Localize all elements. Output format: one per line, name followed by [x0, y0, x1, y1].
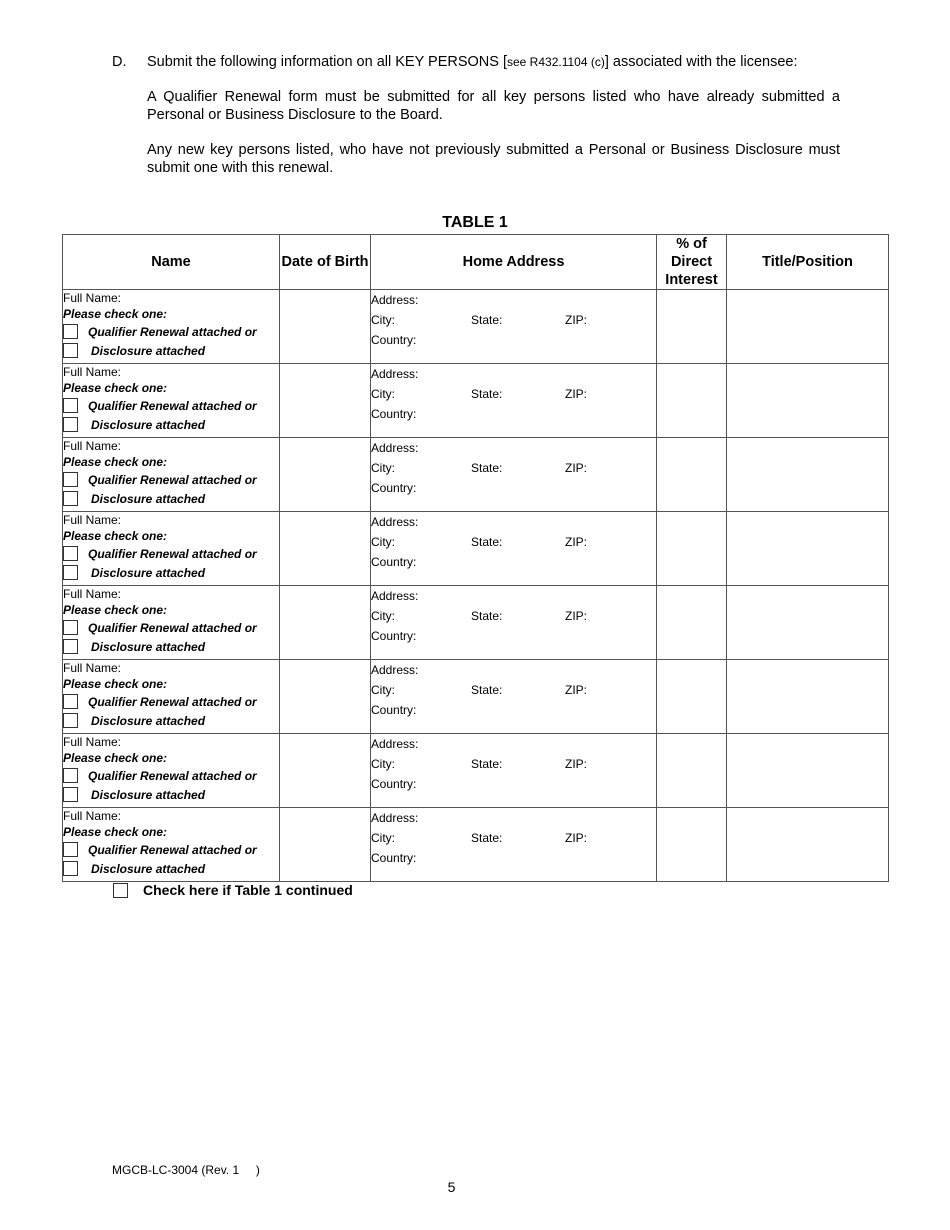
qualifier-renewal-label: Qualifier Renewal attached or	[88, 620, 257, 635]
zip-label: ZIP:	[565, 387, 588, 401]
zip-label: ZIP:	[565, 831, 588, 845]
qualifier-renewal-checkbox[interactable]	[63, 768, 78, 783]
date-of-birth-cell[interactable]	[280, 512, 371, 586]
direct-interest-cell[interactable]	[657, 438, 727, 512]
city-state-zip-line	[371, 754, 656, 774]
date-of-birth-cell[interactable]	[280, 290, 371, 364]
address-label: Address:	[371, 737, 419, 751]
qualifier-renewal-label: Qualifier Renewal attached or	[88, 842, 257, 857]
title-position-cell[interactable]	[727, 586, 889, 660]
disclosure-label: Disclosure attached	[91, 417, 206, 432]
disclosure-label: Disclosure attached	[91, 565, 206, 580]
qualifier-renewal-checkbox[interactable]	[63, 694, 78, 709]
table-header-row	[63, 235, 889, 290]
qualifier-option	[63, 544, 279, 563]
country-label: Country:	[371, 629, 417, 643]
address-label: Address:	[371, 515, 419, 529]
table-title: TABLE 1	[442, 214, 508, 231]
qualifier-renewal-checkbox[interactable]	[63, 398, 78, 413]
home-address-cell[interactable]	[371, 660, 657, 734]
disclosure-label: Disclosure attached	[91, 713, 206, 728]
home-address-cell[interactable]	[371, 734, 657, 808]
check-one-label: Please check one:	[63, 529, 168, 543]
name-cell[interactable]	[63, 660, 280, 734]
table-row	[63, 586, 889, 660]
home-address-cell[interactable]	[371, 438, 657, 512]
qualifier-renewal-checkbox[interactable]	[63, 324, 78, 339]
direct-interest-cell[interactable]	[657, 364, 727, 438]
table-body	[63, 290, 889, 882]
name-cell[interactable]	[63, 364, 280, 438]
disclosure-option	[63, 415, 279, 434]
disclosure-option	[63, 859, 279, 878]
disclosure-label: Disclosure attached	[91, 639, 206, 654]
disclosure-label: Disclosure attached	[91, 343, 206, 358]
header-name: Name	[63, 235, 280, 290]
state-label: State:	[471, 831, 503, 845]
city-state-zip-line	[371, 828, 656, 848]
qualifier-renewal-label: Qualifier Renewal attached or	[88, 324, 257, 339]
city-label: City:	[371, 387, 395, 401]
state-label: State:	[471, 757, 503, 771]
title-position-cell[interactable]	[727, 512, 889, 586]
address-label: Address:	[371, 811, 419, 825]
header-title-position: Title/Position	[727, 235, 889, 290]
item-d-text	[147, 53, 840, 71]
header-direct-interest: % of Direct Interest	[657, 235, 727, 290]
header-date-of-birth: Date of Birth	[280, 235, 371, 290]
check-one-label: Please check one:	[63, 307, 168, 321]
qualifier-renewal-label: Qualifier Renewal attached or	[88, 694, 257, 709]
header-home-address: Home Address	[371, 235, 657, 290]
full-name-label: Full Name:	[63, 587, 122, 601]
date-of-birth-cell[interactable]	[280, 364, 371, 438]
direct-interest-cell[interactable]	[657, 512, 727, 586]
city-state-zip-line	[371, 680, 656, 700]
disclosure-checkbox[interactable]	[63, 713, 78, 728]
name-cell[interactable]	[63, 586, 280, 660]
qualifier-option	[63, 692, 279, 711]
direct-interest-cell[interactable]	[657, 660, 727, 734]
key-persons-table	[62, 234, 889, 882]
zip-label: ZIP:	[565, 313, 588, 327]
home-address-cell[interactable]	[371, 808, 657, 882]
disclosure-option	[63, 489, 279, 508]
direct-interest-cell[interactable]	[657, 808, 727, 882]
address-label: Address:	[371, 367, 419, 381]
full-name-label: Full Name:	[63, 661, 122, 675]
check-one-label: Please check one:	[63, 381, 168, 395]
country-label: Country:	[371, 851, 417, 865]
country-label: Country:	[371, 555, 417, 569]
qualifier-renewal-label: Qualifier Renewal attached or	[88, 768, 257, 783]
city-label: City:	[371, 609, 395, 623]
title-position-cell[interactable]	[727, 734, 889, 808]
date-of-birth-cell[interactable]	[280, 586, 371, 660]
name-cell[interactable]	[63, 512, 280, 586]
qualifier-option	[63, 396, 279, 415]
qualifier-renewal-checkbox[interactable]	[63, 546, 78, 561]
full-name-label: Full Name:	[63, 735, 122, 749]
qualifier-renewal-instruction: A Qualifier Renewal form must be submitted for all key persons listed who have already submitted a Personal or Business Disclosure to the Board.	[147, 89, 840, 123]
disclosure-label: Disclosure attached	[91, 787, 206, 802]
state-label: State:	[471, 387, 503, 401]
qualifier-option	[63, 840, 279, 859]
country-label: Country:	[371, 481, 417, 495]
state-label: State:	[471, 313, 503, 327]
city-state-zip-line	[371, 458, 656, 478]
disclosure-option	[63, 785, 279, 804]
qualifier-option	[63, 470, 279, 489]
city-state-zip-line	[371, 384, 656, 404]
disclosure-checkbox[interactable]	[63, 565, 78, 580]
table-row	[63, 660, 889, 734]
city-label: City:	[371, 313, 395, 327]
disclosure-checkbox[interactable]	[63, 639, 78, 654]
state-label: State:	[471, 535, 503, 549]
disclosure-option	[63, 711, 279, 730]
country-label: Country:	[371, 703, 417, 717]
date-of-birth-cell[interactable]	[280, 734, 371, 808]
qualifier-renewal-label: Qualifier Renewal attached or	[88, 398, 257, 413]
table-row	[63, 734, 889, 808]
form-id: MGCB-LC-3004 (Rev. 1 )	[112, 1163, 260, 1177]
city-label: City:	[371, 461, 395, 475]
state-label: State:	[471, 609, 503, 623]
direct-interest-cell[interactable]	[657, 290, 727, 364]
intro-after: ] associated with the licensee:	[604, 54, 798, 70]
qualifier-renewal-checkbox[interactable]	[63, 620, 78, 635]
qualifier-renewal-checkbox[interactable]	[63, 842, 78, 857]
title-position-cell[interactable]	[727, 290, 889, 364]
table-row	[63, 512, 889, 586]
date-of-birth-cell[interactable]	[280, 438, 371, 512]
zip-label: ZIP:	[565, 461, 588, 475]
country-label: Country:	[371, 777, 417, 791]
name-cell[interactable]	[63, 808, 280, 882]
full-name-label: Full Name:	[63, 365, 122, 379]
disclosure-checkbox[interactable]	[63, 343, 78, 358]
date-of-birth-cell[interactable]	[280, 808, 371, 882]
intro-before: Submit the following information on all KEY PERSONS [	[147, 54, 507, 70]
table-row	[63, 364, 889, 438]
title-position-cell[interactable]	[727, 660, 889, 734]
check-one-label: Please check one:	[63, 677, 168, 691]
check-one-label: Please check one:	[63, 751, 168, 765]
city-state-zip-line	[371, 532, 656, 552]
table-row	[63, 438, 889, 512]
key-persons-section	[112, 53, 840, 177]
home-address-cell[interactable]	[371, 290, 657, 364]
state-label: State:	[471, 683, 503, 697]
disclosure-label: Disclosure attached	[91, 491, 206, 506]
qualifier-renewal-label: Qualifier Renewal attached or	[88, 472, 257, 487]
title-position-cell[interactable]	[727, 364, 889, 438]
city-state-zip-line	[371, 310, 656, 330]
disclosure-checkbox[interactable]	[63, 861, 78, 876]
check-one-label: Please check one:	[63, 825, 168, 839]
table-row	[63, 290, 889, 364]
page-number: 5	[447, 1179, 456, 1195]
item-d	[112, 53, 840, 71]
full-name-label: Full Name:	[63, 291, 122, 305]
rule-reference: see R432.1104 (c)	[507, 55, 605, 69]
table-continued-checkbox[interactable]	[113, 883, 128, 898]
table-continued	[113, 882, 353, 898]
full-name-label: Full Name:	[63, 513, 122, 527]
full-name-label: Full Name:	[63, 439, 122, 453]
direct-interest-cell[interactable]	[657, 734, 727, 808]
qualifier-renewal-label: Qualifier Renewal attached or	[88, 546, 257, 561]
check-one-label: Please check one:	[63, 603, 168, 617]
address-label: Address:	[371, 589, 419, 603]
disclosure-option	[63, 563, 279, 582]
qualifier-option	[63, 322, 279, 341]
table-continued-label: Check here if Table 1 continued	[143, 882, 353, 898]
zip-label: ZIP:	[565, 757, 588, 771]
address-label: Address:	[371, 663, 419, 677]
country-label: Country:	[371, 333, 417, 347]
name-cell[interactable]	[63, 290, 280, 364]
full-name-label: Full Name:	[63, 809, 122, 823]
city-label: City:	[371, 535, 395, 549]
city-label: City:	[371, 831, 395, 845]
item-letter: D.	[112, 54, 127, 70]
disclosure-checkbox[interactable]	[63, 417, 78, 432]
disclosure-option	[63, 341, 279, 360]
address-label: Address:	[371, 441, 419, 455]
home-address-cell[interactable]	[371, 586, 657, 660]
title-position-cell[interactable]	[727, 438, 889, 512]
city-label: City:	[371, 757, 395, 771]
title-position-cell[interactable]	[727, 808, 889, 882]
zip-label: ZIP:	[565, 609, 588, 623]
disclosure-option	[63, 637, 279, 656]
state-label: State:	[471, 461, 503, 475]
qualifier-renewal-checkbox[interactable]	[63, 472, 78, 487]
city-state-zip-line	[371, 606, 656, 626]
qualifier-option	[63, 766, 279, 785]
zip-label: ZIP:	[565, 683, 588, 697]
date-of-birth-cell[interactable]	[280, 660, 371, 734]
table-row	[63, 808, 889, 882]
country-label: Country:	[371, 407, 417, 421]
home-address-cell[interactable]	[371, 512, 657, 586]
new-key-persons-instruction: Any new key persons listed, who have not previously submitted a Personal or Business Disclosure must submit one with this renewal.	[147, 142, 840, 176]
name-cell[interactable]	[63, 438, 280, 512]
zip-label: ZIP:	[565, 535, 588, 549]
name-cell[interactable]	[63, 734, 280, 808]
check-one-label: Please check one:	[63, 455, 168, 469]
disclosure-checkbox[interactable]	[63, 787, 78, 802]
home-address-cell[interactable]	[371, 364, 657, 438]
disclosure-label: Disclosure attached	[91, 861, 206, 876]
direct-interest-cell[interactable]	[657, 586, 727, 660]
qualifier-option	[63, 618, 279, 637]
city-label: City:	[371, 683, 395, 697]
disclosure-checkbox[interactable]	[63, 491, 78, 506]
address-label: Address:	[371, 293, 419, 307]
